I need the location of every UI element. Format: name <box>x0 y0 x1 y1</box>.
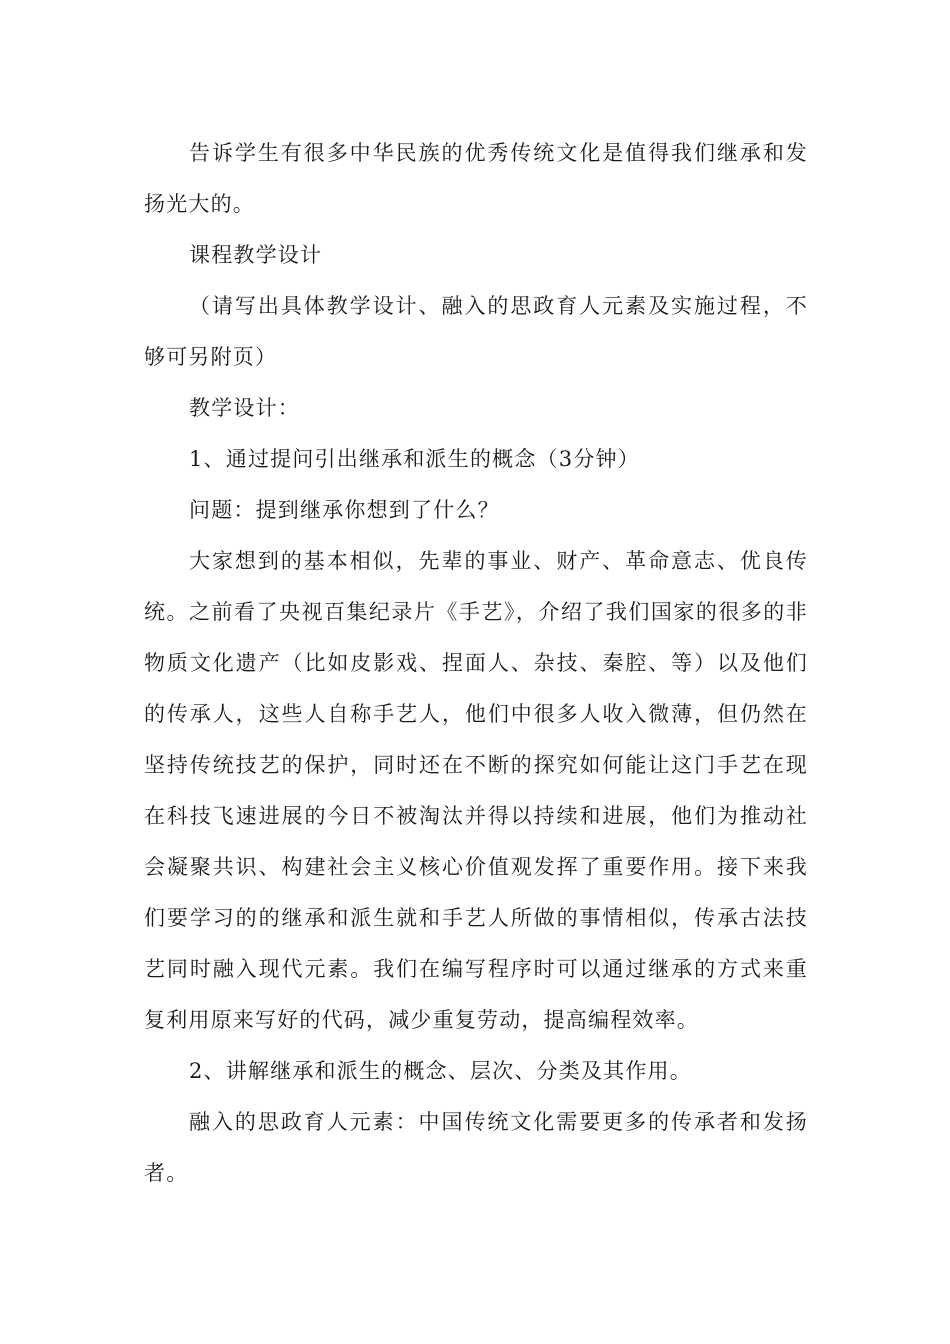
paragraph-step-1: 1、通过提问引出继承和派生的概念（3分钟） <box>189 447 640 471</box>
paragraph-step-2: 2、讲解继承和派生的概念、层次、分类及其作用。 <box>189 1059 692 1083</box>
paragraph-teaching-design-label: 教学设计： <box>189 396 300 420</box>
paragraph-heritage-intro: 告诉学生有很多中华民族的优秀传统文化是值得我们继承和发扬光大的。 <box>144 141 808 216</box>
paragraph-question: 问题：提到继承你想到了什么？ <box>189 498 500 522</box>
paragraph-discussion: 大家想到的基本相似，先辈的事业、财产、革命意志、优良传统。之前看了央视百集纪录片《手艺》，介绍了我们国家的很多的非物质文化遗产（比如皮影戏、捏面人、杂技、秦腔、等）以及他们的传承人，这些人自称手艺人，他们中很多人收入微薄，但仍然在坚持传统技艺的保护，同时还在不断的探究如何能让这门手艺在现在科技飞速进展的今日不被淘汰并得以持续和进展，他们为推动社会凝聚共识、构建社会主义核心价值观发挥了重要作用。接下来我们要学习的的继承和派生就和手艺人所做的事情相似，传承古法技艺同时融入现代元素。我们在编写程序时可以通过继承的方式来重复利用原来写好的代码，减少重复劳动，提高编程效率。 <box>144 549 808 1032</box>
paragraph-instruction-note: （请写出具体教学设计、融入的思政育人元素及实施过程，不够可另附页） <box>144 294 808 369</box>
paragraph-course-design-heading: 课程教学设计 <box>189 243 323 267</box>
document-body <box>144 128 808 1199</box>
paragraph-ideological-element: 融入的思政育人元素：中国传统文化需要更多的传承者和发扬者。 <box>144 1110 808 1185</box>
